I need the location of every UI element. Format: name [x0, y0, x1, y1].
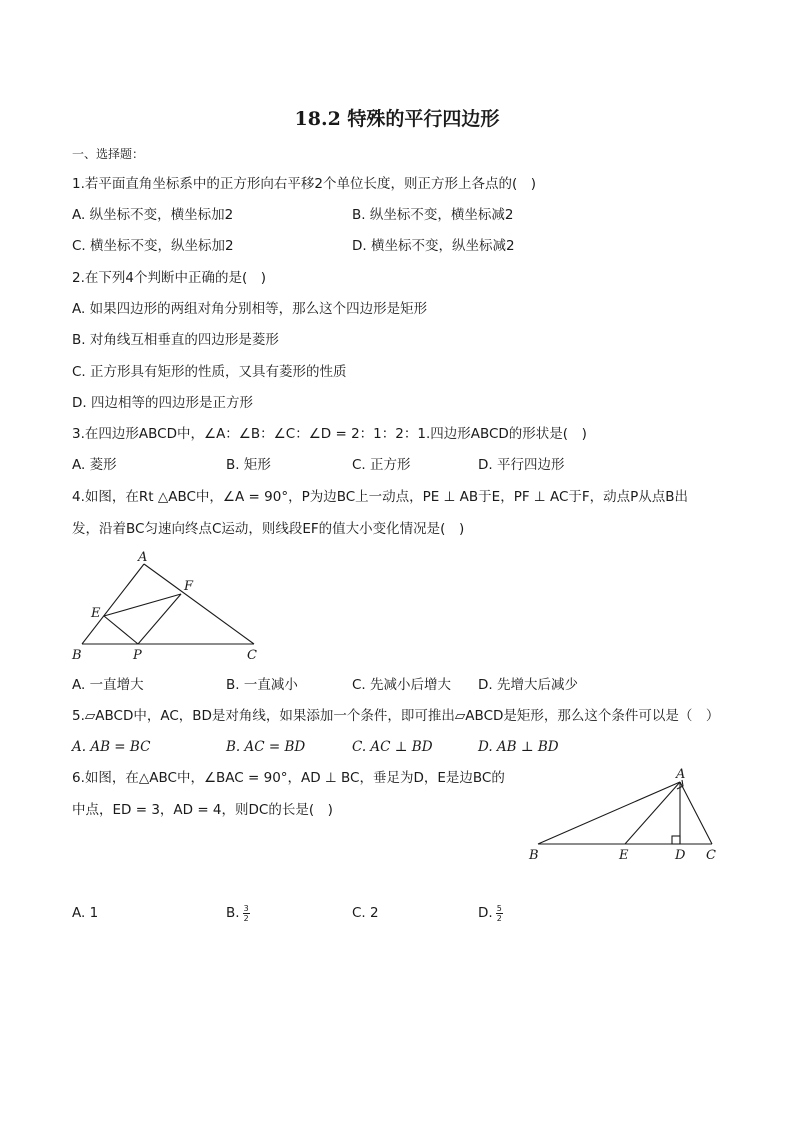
question-6-stem-line2: 中点，ED = 3，AD = 4，则DC的长是( ) — [72, 802, 333, 818]
q1-option-d: D. 横坐标不变，纵坐标减2 — [352, 238, 515, 254]
label-e: E — [91, 606, 101, 621]
q6-option-a: A. 1 — [72, 905, 99, 921]
label-b: B — [529, 848, 539, 863]
side-ab — [538, 782, 680, 844]
question-3-stem: 3.在四边形ABCD中，∠A：∠B：∠C：∠D = 2：1：2：1.四边形ABCD的形状是( ) — [72, 426, 587, 442]
q3-option-d: D. 平行四边形 — [478, 457, 565, 473]
q4-option-a: A. 一直增大 — [72, 677, 144, 693]
q4-triangle-figure — [60, 545, 280, 670]
q5-option-c: C. AC ⊥ BD — [352, 739, 433, 755]
q5-option-a: A. AB = BC — [72, 739, 151, 755]
segment-pf — [138, 594, 181, 644]
label-a: A — [676, 767, 686, 782]
q2-option-d: D. 四边相等的四边形是正方形 — [72, 395, 253, 411]
q2-option-b: B. 对角线互相垂直的四边形是菱形 — [72, 332, 279, 348]
label-a: A — [138, 550, 148, 565]
question-5-stem: 5.▱ABCD中，AC，BD是对角线，如果添加一个条件，即可推出▱ABCD是矩形，那么这个条件可以是（ ） — [72, 708, 720, 724]
q6-option-d-label: D. — [478, 905, 493, 921]
side-ac — [144, 564, 254, 644]
label-b: B — [72, 648, 82, 663]
section-heading: 一、选择题： — [72, 147, 145, 161]
fraction-numerator: 5 — [496, 903, 502, 913]
q2-option-c: C. 正方形具有矩形的性质，又具有菱形的性质 — [72, 364, 347, 380]
label-c: C — [706, 848, 716, 863]
q1-option-a: A. 纵坐标不变，横坐标加2 — [72, 207, 234, 223]
q6-option-b-fraction — [243, 904, 250, 923]
question-2-stem: 2.在下列4个判断中正确的是( ) — [72, 270, 267, 286]
segment-ef — [104, 594, 181, 616]
label-d: D — [675, 848, 686, 863]
segment-pe — [104, 616, 138, 644]
q1-option-b: B. 纵坐标不变，横坐标减2 — [352, 207, 514, 223]
q6-triangle-figure — [520, 762, 730, 867]
q6-option-c: C. 2 — [352, 905, 379, 921]
label-c: C — [247, 648, 257, 663]
side-ac — [680, 782, 712, 844]
q2-option-a: A. 如果四边形的两组对角分别相等，那么这个四边形是矩形 — [72, 301, 428, 317]
label-e: E — [619, 848, 629, 863]
q6-option-b — [226, 903, 250, 923]
q3-option-b: B. 矩形 — [226, 457, 271, 473]
q6-option-d — [478, 903, 503, 923]
question-4-stem-line1: 4.如图，在Rt △ABC中，∠A = 90°，P为边BC上一动点，PE ⊥ AB于E，PF ⊥ AC于F，动点P从点B出 — [72, 489, 689, 505]
q6-option-b-label: B. — [226, 905, 240, 921]
label-p: P — [133, 648, 142, 663]
q6-option-d-fraction — [496, 904, 503, 923]
label-f: F — [184, 579, 194, 594]
right-angle-mark-d — [672, 836, 680, 844]
question-6-stem-line1: 6.如图，在△ABC中，∠BAC = 90°，AD ⊥ BC，垂足为D，E是边BC的 — [72, 770, 505, 786]
question-1-stem: 1.若平面直角坐标系中的正方形向右平移2个单位长度，则正方形上各点的( ) — [72, 176, 537, 192]
q1-option-c: C. 横坐标不变，纵坐标加2 — [72, 238, 234, 254]
fraction-numerator: 3 — [243, 903, 249, 913]
q5-option-b: B. AC = BD — [226, 739, 306, 755]
fraction-denominator: 2 — [243, 913, 249, 923]
question-4-stem-line2: 发，沿着BC匀速向终点C运动，则线段EF的值大小变化情况是( ) — [72, 521, 465, 537]
fraction-denominator: 2 — [496, 913, 502, 923]
side-ab — [82, 564, 144, 644]
q4-option-d: D. 先增大后减少 — [478, 677, 578, 693]
page-title: 18.2 特殊的平行四边形 — [294, 108, 500, 130]
median-ae — [625, 782, 680, 844]
q5-option-d: D. AB ⊥ BD — [478, 739, 559, 755]
q4-option-b: B. 一直减小 — [226, 677, 298, 693]
q3-option-c: C. 正方形 — [352, 457, 411, 473]
q4-option-c: C. 先减小后增大 — [352, 677, 452, 693]
q3-option-a: A. 菱形 — [72, 457, 117, 473]
